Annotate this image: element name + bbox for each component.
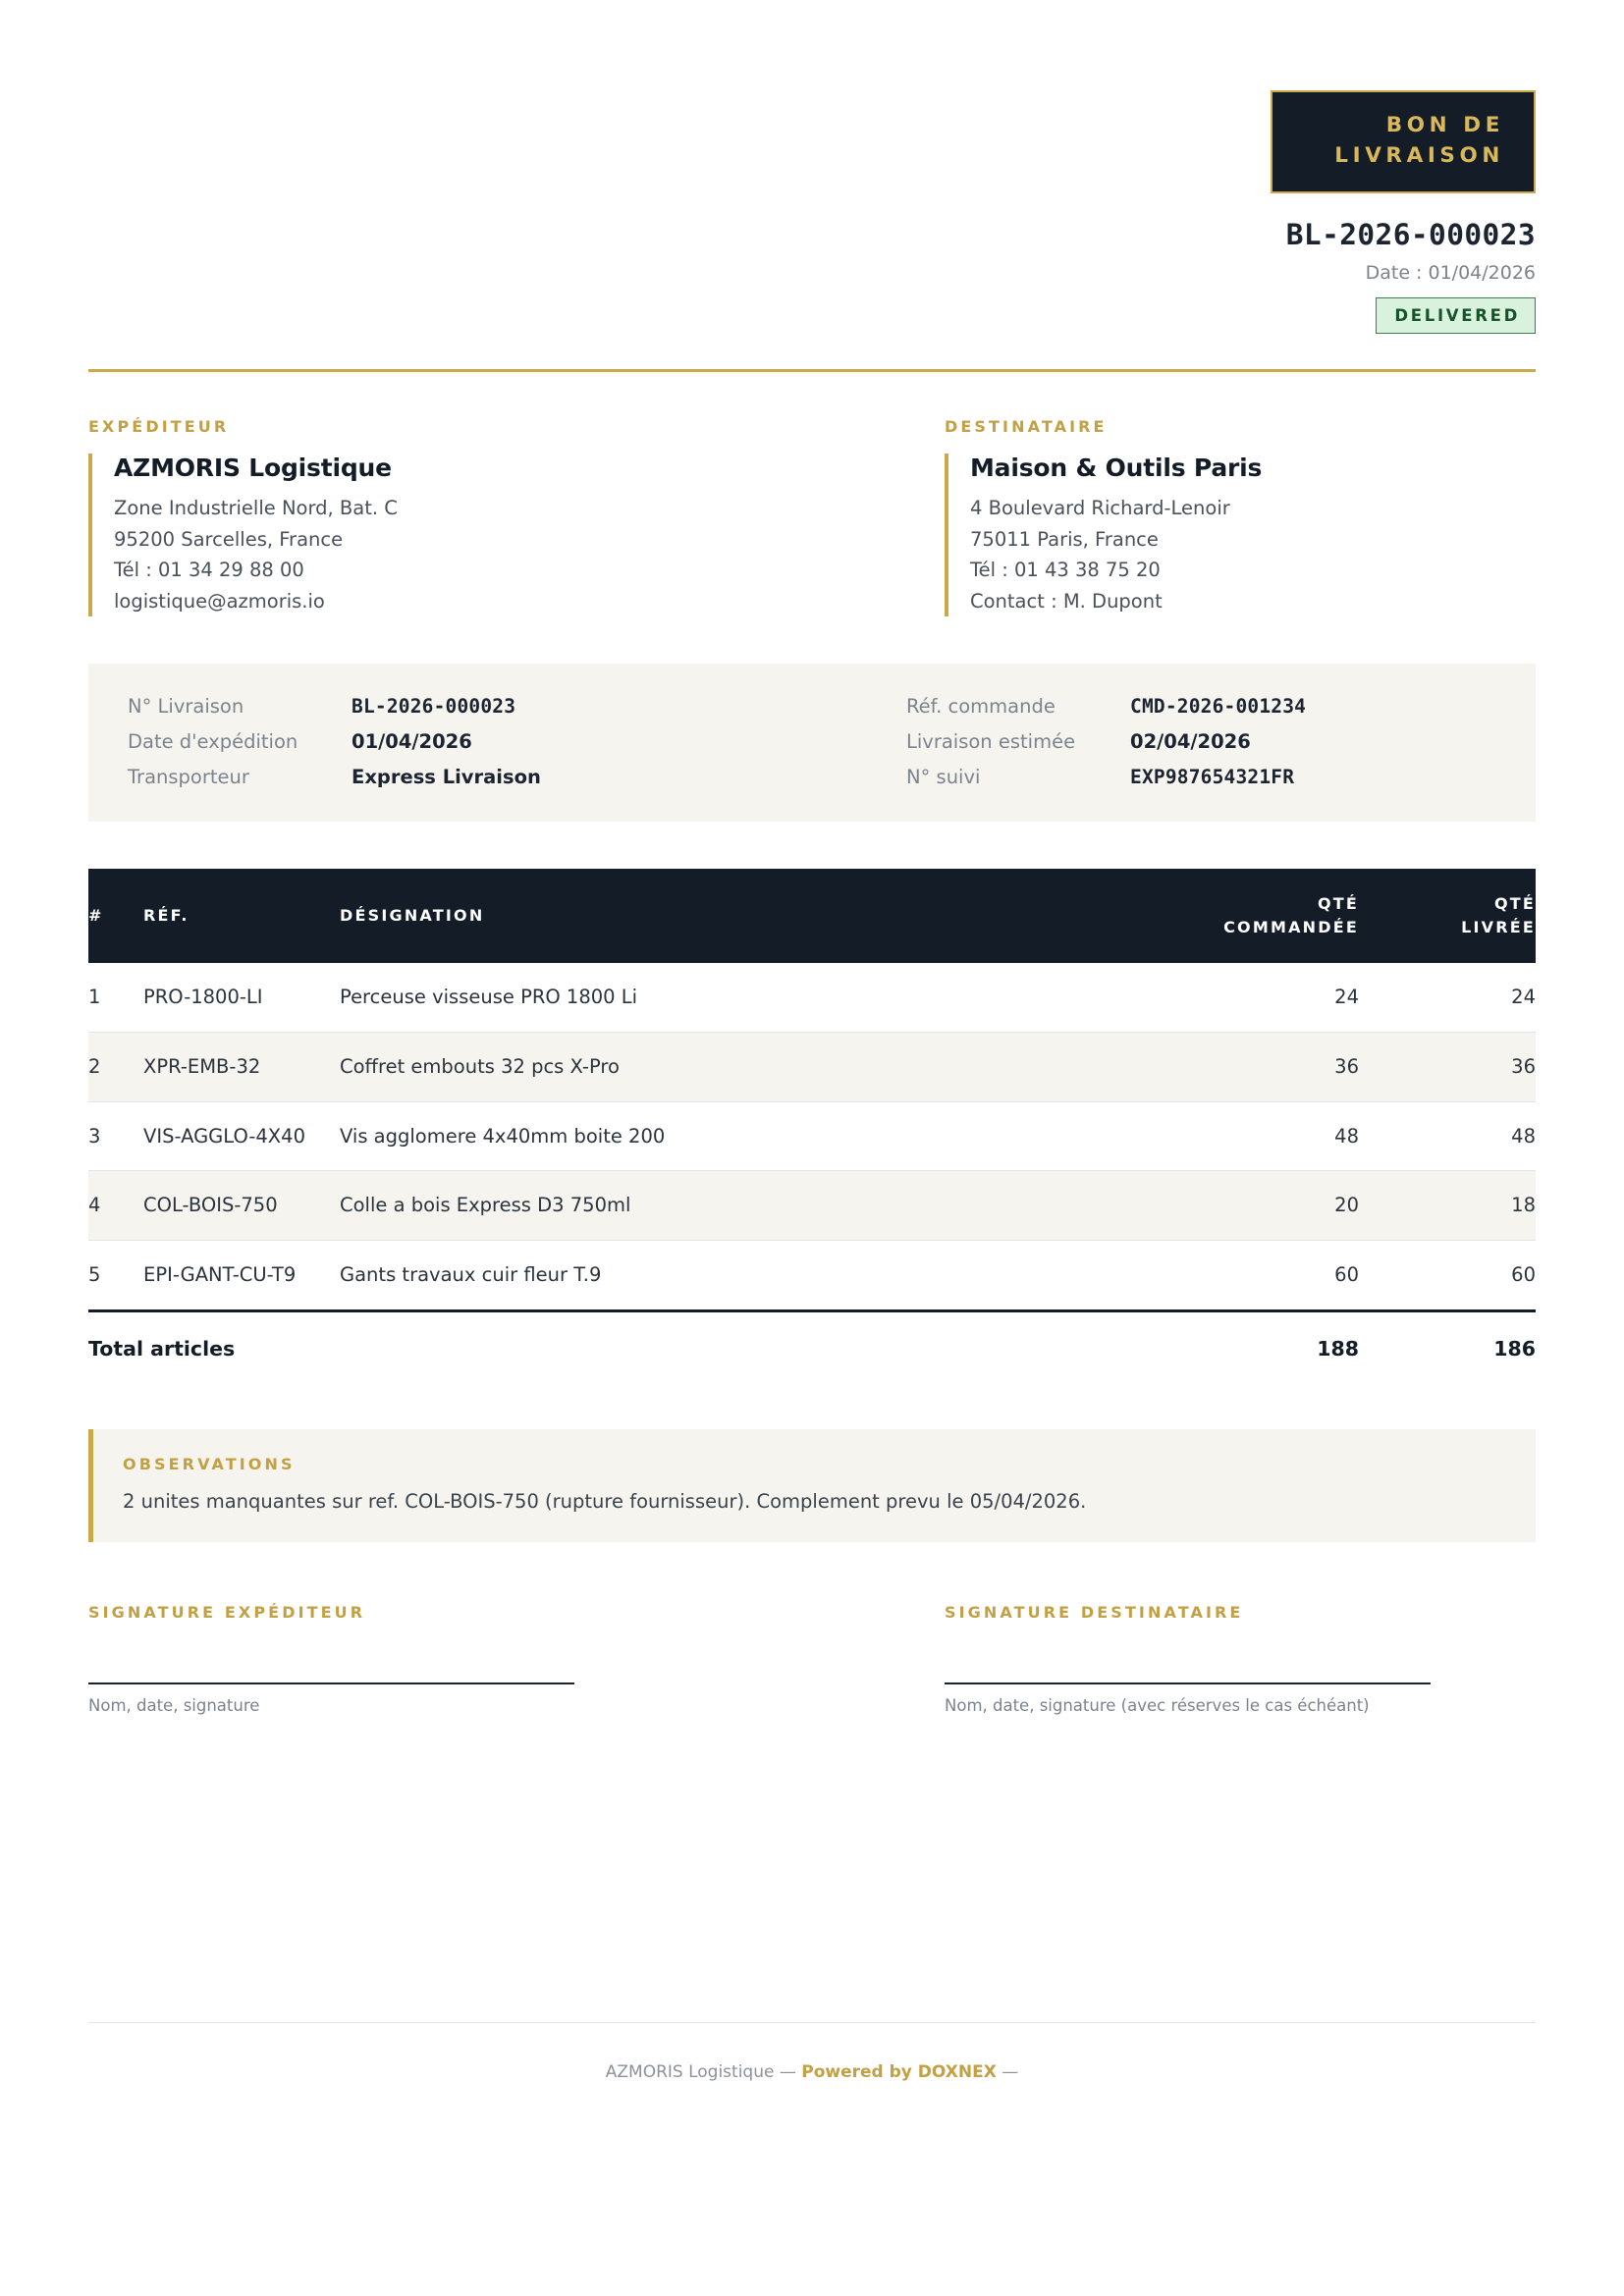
row-index: 5 xyxy=(88,1241,143,1311)
table-row xyxy=(88,1241,1536,1311)
recipient-name: Maison & Outils Paris xyxy=(970,454,1263,483)
row-qty-ordered: 20 xyxy=(1163,1171,1359,1241)
meta-key: N° Livraison xyxy=(128,695,244,719)
items-table-body xyxy=(88,963,1536,1310)
header-right-block xyxy=(1271,90,1536,334)
recipient-phone: Tél : 01 43 38 75 20 xyxy=(970,559,1161,582)
observations-text: 2 unites manquantes sur ref. COL-BOIS-750 (rupture fournisseur). Complement prevu le 05/04/2026. xyxy=(123,1489,1087,1513)
row-designation: Colle a bois Express D3 750ml xyxy=(340,1171,1163,1241)
sender-address-line-2: 95200 Sarcelles, France xyxy=(114,527,344,551)
column-header-qty-delivered xyxy=(1359,869,1536,963)
total-qty-delivered: 186 xyxy=(1493,1336,1536,1361)
table-header-row xyxy=(88,869,1536,963)
sender-block xyxy=(88,417,812,616)
row-designation: Vis agglomere 4x40mm boite 200 xyxy=(340,1101,1163,1171)
qty-delivered-line-2: LIVRÉE xyxy=(1461,918,1536,937)
total-row xyxy=(88,1310,1536,1370)
row-ref: XPR-EMB-32 xyxy=(143,1033,340,1102)
table-row xyxy=(88,1033,1536,1102)
total-qty-ordered: 188 xyxy=(1317,1336,1359,1361)
row-qty-delivered: 24 xyxy=(1359,963,1536,1032)
row-qty-ordered: 36 xyxy=(1163,1033,1359,1102)
meta-key: Date d'expédition xyxy=(128,730,298,754)
column-header-ref: RÉF. xyxy=(143,869,340,963)
sender-signature-line[interactable] xyxy=(88,1682,574,1684)
row-index: 2 xyxy=(88,1033,143,1102)
sender-signature-caption: Nom, date, signature xyxy=(88,1695,260,1715)
parties-section xyxy=(88,417,1536,616)
meta-key: N° suivi xyxy=(906,766,981,789)
header-divider xyxy=(88,369,1536,372)
recipient-signature-title: SIGNATURE DESTINATAIRE xyxy=(945,1602,1244,1622)
items-table xyxy=(88,869,1536,1369)
sender-phone: Tél : 01 34 29 88 00 xyxy=(114,559,304,582)
row-ref: PRO-1800-LI xyxy=(143,963,340,1032)
items-table-head xyxy=(88,869,1536,963)
row-qty-ordered: 24 xyxy=(1163,963,1359,1032)
meta-key: Livraison estimée xyxy=(906,730,1076,754)
doc-type-line-2: LIVRAISON xyxy=(1334,142,1504,168)
meta-value: CMD-2026-001234 xyxy=(1130,695,1307,719)
table-row xyxy=(88,963,1536,1032)
qty-ordered-line-1: QTÉ xyxy=(1317,894,1359,914)
row-qty-delivered: 36 xyxy=(1359,1033,1536,1102)
meta-value: Express Livraison xyxy=(352,766,541,789)
row-qty-delivered: 60 xyxy=(1359,1241,1536,1311)
observations-box xyxy=(88,1429,1536,1542)
qty-ordered-line-2: COMMANDÉE xyxy=(1223,918,1359,937)
row-qty-delivered: 48 xyxy=(1359,1101,1536,1171)
sender-signature-title: SIGNATURE EXPÉDITEUR xyxy=(88,1602,366,1622)
document-header xyxy=(88,90,1536,334)
status-badge: DELIVERED xyxy=(1376,297,1536,334)
total-label: Total articles xyxy=(88,1336,236,1361)
meta-key: Réf. commande xyxy=(906,695,1056,719)
footer-brand: Powered by DOXNEX xyxy=(801,2062,997,2082)
meta-value: 02/04/2026 xyxy=(1130,730,1251,754)
page-footer xyxy=(88,2022,1536,2082)
column-header-designation: DÉSIGNATION xyxy=(340,869,1163,963)
row-index: 4 xyxy=(88,1171,143,1241)
recipient-signature-line[interactable] xyxy=(945,1682,1431,1684)
recipient-contact: Contact : M. Dupont xyxy=(970,589,1163,613)
recipient-block xyxy=(812,417,1536,616)
row-ref: COL-BOIS-750 xyxy=(143,1171,340,1241)
meta-value: 01/04/2026 xyxy=(352,730,472,754)
sender-address-line-1: Zone Industrielle Nord, Bat. C xyxy=(114,497,398,520)
row-qty-ordered: 48 xyxy=(1163,1101,1359,1171)
meta-value: BL-2026-000023 xyxy=(352,695,516,719)
recipient-signature-block xyxy=(812,1603,1536,1715)
footer-suffix: — xyxy=(996,2062,1019,2082)
row-ref: EPI-GANT-CU-T9 xyxy=(143,1241,340,1311)
meta-key: Transporteur xyxy=(128,766,249,789)
row-qty-ordered: 60 xyxy=(1163,1241,1359,1311)
meta-row xyxy=(128,695,812,718)
observations-title: OBSERVATIONS xyxy=(123,1454,296,1473)
sender-name: AZMORIS Logistique xyxy=(114,454,392,483)
meta-column-right xyxy=(812,695,1496,788)
row-designation: Coffret embouts 32 pcs X-Pro xyxy=(340,1033,1163,1102)
meta-row xyxy=(128,766,812,788)
document-type-badge xyxy=(1271,90,1536,193)
items-table-foot xyxy=(88,1310,1536,1370)
doc-type-line-1: BON DE xyxy=(1385,113,1504,137)
table-row xyxy=(88,1171,1536,1241)
table-row xyxy=(88,1101,1536,1171)
row-designation: Gants travaux cuir fleur T.9 xyxy=(340,1241,1163,1311)
qty-delivered-line-1: QTÉ xyxy=(1493,894,1536,914)
sender-label: EXPÉDITEUR xyxy=(88,417,230,437)
recipient-details xyxy=(945,454,1536,616)
column-header-index: # xyxy=(88,869,143,963)
shipment-meta-panel xyxy=(88,664,1536,822)
meta-row xyxy=(906,695,1496,718)
meta-column-left xyxy=(128,695,812,788)
row-index: 1 xyxy=(88,963,143,1032)
column-header-qty-ordered xyxy=(1163,869,1359,963)
meta-value: EXP987654321FR xyxy=(1130,766,1295,789)
row-qty-delivered: 18 xyxy=(1359,1171,1536,1241)
meta-row xyxy=(906,766,1496,788)
recipient-address-line-1: 4 Boulevard Richard-Lenoir xyxy=(970,497,1230,520)
row-index: 3 xyxy=(88,1101,143,1171)
recipient-label: DESTINATAIRE xyxy=(945,417,1108,437)
sender-signature-block xyxy=(88,1603,812,1715)
sender-email: logistique@azmoris.io xyxy=(114,589,325,613)
document-date: Date : 01/04/2026 xyxy=(1365,262,1536,285)
row-ref: VIS-AGGLO-4X40 xyxy=(143,1101,340,1171)
meta-row xyxy=(906,730,1496,753)
document-number: BL-2026-000023 xyxy=(1285,218,1536,252)
signatures-section xyxy=(88,1603,1536,1715)
footer-company: AZMORIS Logistique — xyxy=(605,2062,802,2082)
recipient-address-line-2: 75011 Paris, France xyxy=(970,527,1159,551)
row-designation: Perceuse visseuse PRO 1800 Li xyxy=(340,963,1163,1032)
sender-details xyxy=(88,454,812,616)
meta-row xyxy=(128,730,812,753)
recipient-signature-caption: Nom, date, signature (avec réserves le cas échéant) xyxy=(945,1695,1370,1715)
